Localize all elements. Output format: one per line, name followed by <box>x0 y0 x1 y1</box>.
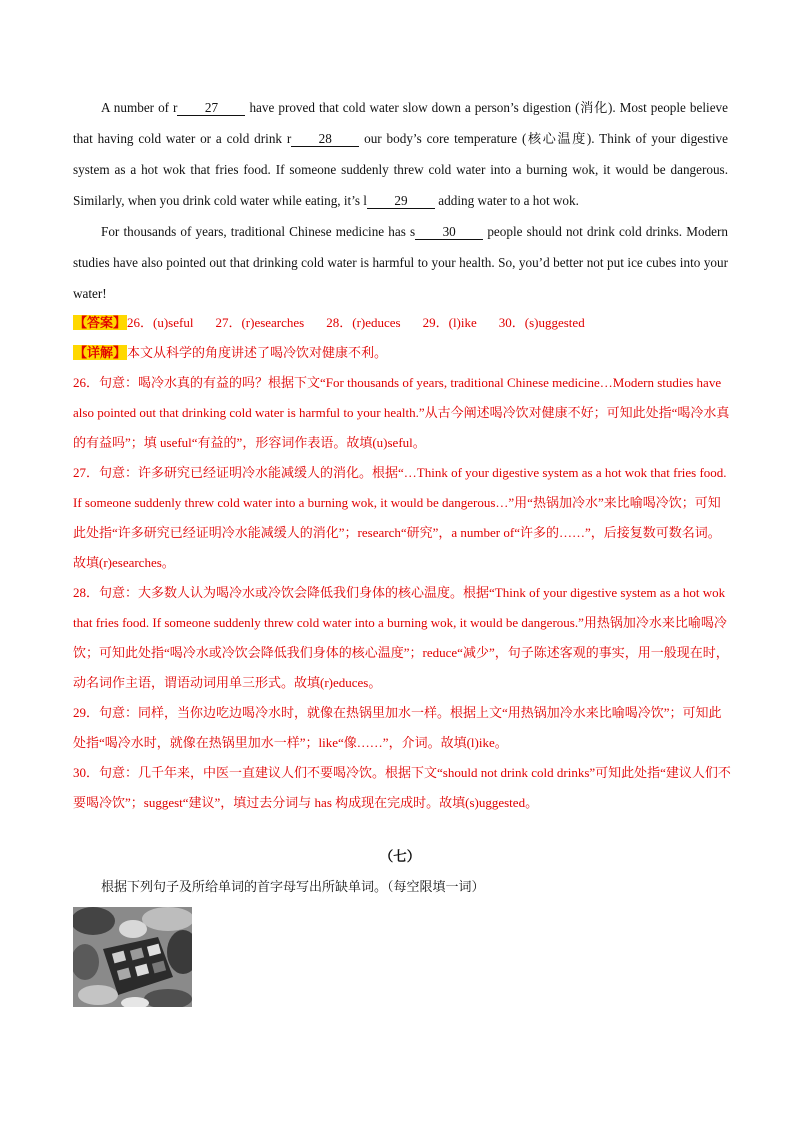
answer-item: 30．(s)uggested <box>498 315 585 330</box>
detail-item-26: 26．句意：喝冷水真的有益的吗？根据下文“For thousands of years, traditional Chinese medicine…Modern studies have also pointed out that drinking cold water is harmful to your health.”从古今阐述喝冷饮对健康不好；可知此处指“喝冷水真的有益吗”；填 useful“有益的”，形容词作表语。故填(u)seful。 <box>73 375 730 450</box>
section-title: （七） <box>379 849 421 864</box>
photo-image <box>73 907 192 1007</box>
blank-30[interactable]: 30 <box>415 224 483 240</box>
answer-tag: 【答案】 <box>74 315 127 330</box>
instruction-text: 根据下列句子及所给单词的首字母写出所缺单词。（每空限填一词） <box>101 879 485 894</box>
detail-item-30: 30．句意：几千年来，中医一直建议人们不要喝冷饮。根据下文“should not drink cold drinks”可知此处指“建议人们不要喝冷饮”；suggest“建议”，填过去分词与 has 构成现在完成时。故填(s)uggested。 <box>73 765 731 810</box>
blank-27[interactable]: 27 <box>177 100 245 116</box>
answer-item: 27．(r)esearches <box>215 315 305 330</box>
detail-item-29: 29．句意：同样，当你边吃边喝冷水时，就像在热锅里加水一样。根据上文“用热锅加冷水来比喻喝冷饮”；可知此处指“喝冷水时，就像在热锅里加水一样”；like“像……”，介词。故填(l)ike。 <box>73 705 722 750</box>
passage-paragraph-1: A number of r 27 have proved that cold water slow down a person’s digestion (消化). Most people believe that having cold water or a cold drink r 28 our body’s core temperature (核心温度). Think of your digestive system as a hot wok that fries food. If someone suddenly threw cold water into a burning wok, it would be dangerous. Similarly, when you drink cold water while eating, it’s l 29 adding water to a hot wok. <box>73 100 728 208</box>
detail-tag: 【详解】 <box>74 345 127 360</box>
reading-passage <box>73 92 728 309</box>
blank-29[interactable]: 29 <box>367 193 435 209</box>
detail-item-27: 27．句意：许多研究已经证明冷水能减缓人的消化。根据“…Think of your digestive system as a hot wok that fries food. If someone suddenly threw cold water into a burning wok, it would be dangerous…”用“热锅加冷水”来比喻喝冷饮；可知此处指“许多研究已经证明冷水能减缓人的消化”；research“研究”，a number of“许多的……”，后接复数可数名词。故填(r)esearches。 <box>73 465 727 570</box>
answer-item: 29．(l)ike <box>422 315 477 330</box>
answer-line <box>73 308 731 338</box>
detail-summary: 【详解】本文从科学的角度讲述了喝冷饮对健康不利。 <box>74 345 388 360</box>
blank-28[interactable]: 28 <box>291 131 359 147</box>
detail-item-28: 28．句意：大多数人认为喝冷水或冷饮会降低我们身体的核心温度。根据“Think of your digestive system as a hot wok that fries food. If someone suddenly threw cold water into a burning wok, it would be dangerous.”用热锅加冷水来比喻喝冷饮；可知此处指“喝冷水或冷饮会降低我们身体的核心温度”；reduce“减少”，句子陈述客观的事实，用一般现在时，动名词作主语，谓语动词用单三形式。故填(r)educes。 <box>73 585 729 690</box>
answer-section <box>73 308 731 818</box>
answer-item: 26．(u)seful <box>127 315 194 330</box>
answer-item: 28．(r)educes <box>326 315 401 330</box>
passage-paragraph-2: For thousands of years, traditional Chinese medicine has s 30 people should not drink cold drinks. Modern studies have also pointed out that drinking cold water is harmful to your health. So, you’d better not put ice cubes into your water! <box>73 224 729 301</box>
